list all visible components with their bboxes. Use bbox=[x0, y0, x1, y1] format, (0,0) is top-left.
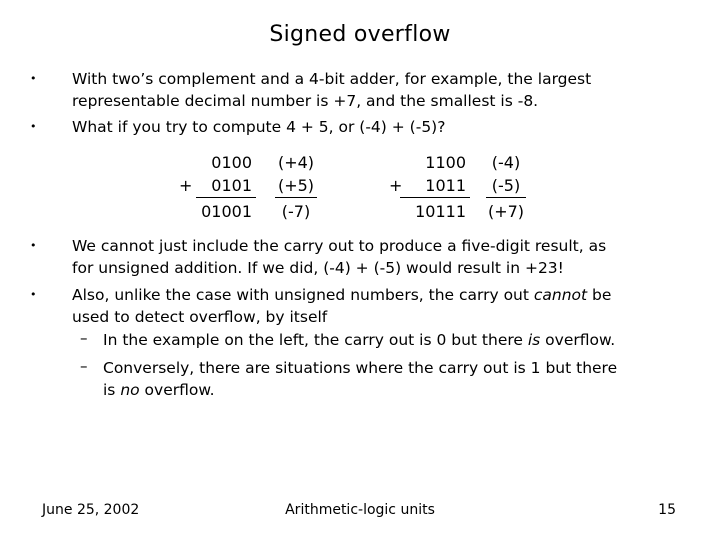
bullet-4-text-end: be bbox=[587, 286, 612, 304]
bullet-3-line-2: for unsigned addition. If we did, (-4) + (-5) would result in +23! bbox=[72, 259, 564, 277]
left-decimal-1: (+4) bbox=[277, 153, 315, 172]
right-decimal-1: (-4) bbox=[491, 153, 521, 172]
bullet-dot: • bbox=[30, 72, 37, 85]
left-sum: 01001 bbox=[201, 202, 252, 221]
left-plus-sign: + bbox=[179, 176, 193, 195]
bullet-4-line-1 bbox=[72, 284, 611, 306]
left-decimal-rule bbox=[275, 197, 317, 198]
left-decimal-sum: (-7) bbox=[281, 202, 311, 221]
sub-bullet-2-line-2 bbox=[103, 379, 215, 401]
right-decimal-rule bbox=[486, 197, 526, 198]
sub-bullet-dash: – bbox=[80, 357, 88, 375]
emphasis-no: no bbox=[120, 381, 140, 399]
right-plus-sign: + bbox=[389, 176, 403, 195]
bullet-1-line-2: representable decimal number is +7, and the smallest is -8. bbox=[72, 92, 539, 110]
sub-bullet-1 bbox=[103, 329, 615, 351]
page-number: 15 bbox=[658, 502, 676, 518]
bullet-2: What if you try to compute 4 + 5, or (-4) + (-5)? bbox=[72, 118, 446, 136]
left-operand-1: 0100 bbox=[211, 153, 252, 172]
bullet-4-text: Also, unlike the case with unsigned numbers, the carry out bbox=[72, 286, 534, 304]
footer-center-text: Arithmetic-logic units bbox=[285, 502, 435, 518]
bullet-dot: • bbox=[30, 239, 37, 252]
right-decimal-2: (-5) bbox=[491, 176, 521, 195]
right-sum: 10111 bbox=[415, 202, 466, 221]
bullet-1-line-1: With two’s complement and a 4-bit adder, for example, the largest bbox=[72, 70, 592, 88]
right-operand-1: 1100 bbox=[425, 153, 466, 172]
sub-bullet-1-text: In the example on the left, the carry out is 0 but there bbox=[103, 331, 528, 349]
emphasis-is: is bbox=[527, 331, 541, 349]
footer-date: June 25, 2002 bbox=[42, 502, 140, 518]
sub-bullet-1-text-end: overflow. bbox=[540, 331, 616, 349]
bullet-dot: • bbox=[30, 288, 37, 301]
bullet-4-line-2: used to detect overflow, by itself bbox=[72, 308, 328, 326]
emphasis-cannot: cannot bbox=[533, 286, 588, 304]
sub-bullet-2-text: is bbox=[103, 381, 121, 399]
left-decimal-2: (+5) bbox=[277, 176, 315, 195]
left-operand-2: 0101 bbox=[211, 176, 252, 195]
slide-title: Signed overflow bbox=[269, 22, 451, 47]
right-operand-2: 1011 bbox=[425, 176, 466, 195]
bullet-dot: • bbox=[30, 120, 37, 133]
right-decimal-sum: (+7) bbox=[487, 202, 525, 221]
bullet-3-line-1: We cannot just include the carry out to produce a five-digit result, as bbox=[72, 237, 607, 255]
sub-bullet-2-line-1: Conversely, there are situations where the carry out is 1 but there bbox=[103, 359, 618, 377]
sub-bullet-dash: – bbox=[80, 329, 88, 347]
left-sum-rule bbox=[196, 197, 256, 198]
right-sum-rule bbox=[400, 197, 470, 198]
sub-bullet-2-text-end: overflow. bbox=[139, 381, 215, 399]
